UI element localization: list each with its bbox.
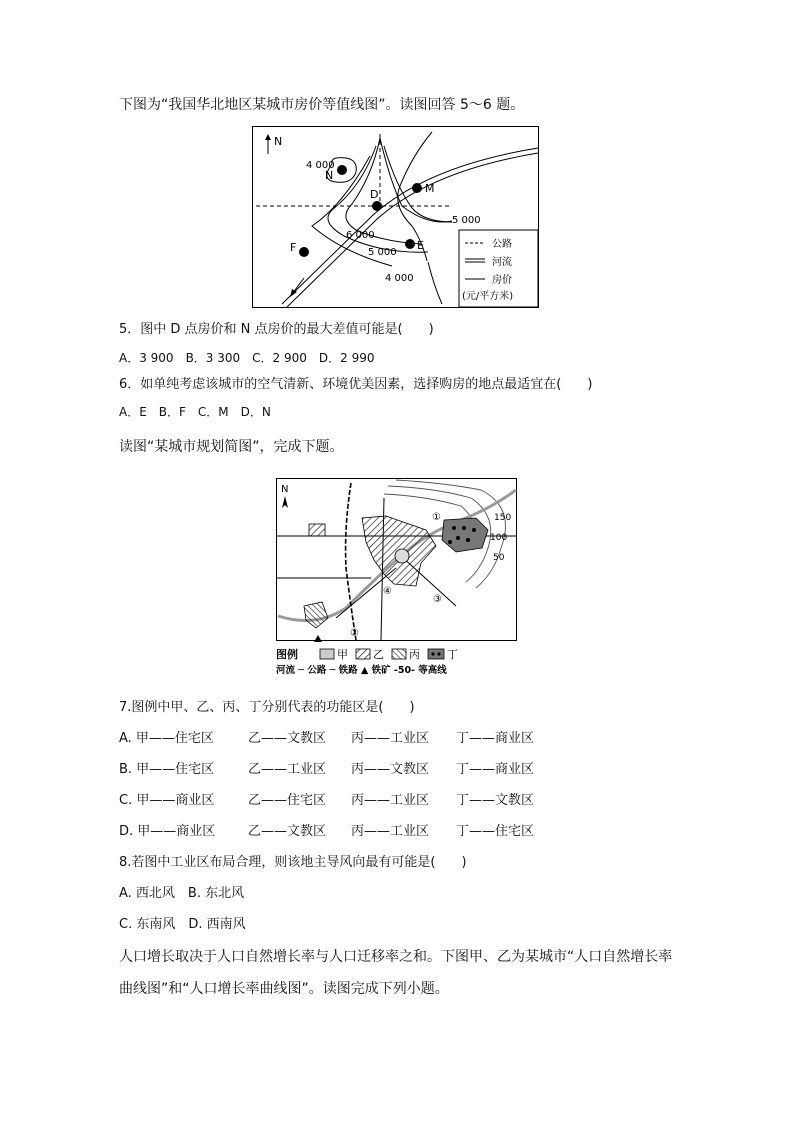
legend-river: 河流 [492,257,512,268]
zone-jia [395,549,409,563]
q7-row-a-col3: 丙——工业区 [351,731,430,746]
label-6000: 6 000 [346,230,375,241]
q7-row-d-col2: 乙——文教区 [248,824,327,839]
point-m [412,183,422,193]
north-label: N [274,135,283,148]
house-price-map [252,126,539,308]
label-m: M [425,182,435,195]
zone-yi-small [309,524,325,536]
map1-legend [459,230,538,307]
label-5000-right: 5 000 [452,215,481,226]
intro-text-1: 下图为“我国华北地区某城市房价等值线图”。读图回答 5～6 题。 [119,97,525,113]
legend-line2: 河流 ─ 公路 ─ 铁路 ▲ 铁矿 -50- 等高线 [276,665,447,676]
mark-1: ① [432,512,441,523]
legend-road: 公路 [492,239,512,250]
q7-stem: 7.图例中甲、乙、丙、丁分别代表的功能区是( ) [119,700,415,715]
q6-options: A．E B．F C．M D．N [119,405,271,419]
contour-150: 150 [494,513,512,523]
point-f [299,247,309,257]
legend-title: 图例 [276,648,298,661]
q7-row-a-col1: A. 甲——住宅区 [119,731,214,746]
legend-price: 房价 [492,275,512,286]
q7-row-b-col2: 乙——工业区 [248,762,327,777]
q7-row-b-col1: B. 甲——住宅区 [119,762,215,777]
legend-bing: 丙 [409,648,420,661]
q6-stem: 6．如单纯考虑该城市的空气清新、环境优美因素，选择购房的地点最适宜在( ) [119,377,593,392]
contour-100: 100 [490,533,508,543]
q7-row-d-col1: D. 甲——商业区 [119,824,216,839]
q7-row-c-col4: 丁——文教区 [456,793,535,808]
q7-row-d-col4: 丁——住宅区 [456,824,535,839]
map2-legend [276,647,458,676]
q8-options-1: A. 西北风 B. 东北风 [119,886,245,901]
label-5000-left: 5 000 [368,247,397,258]
map2-north-label: N [281,484,289,495]
label-4000-top: 4 000 [306,160,335,171]
q8-stem: 8.若图中工业区布局合理，则该地主导风向最有可能是( ) [119,855,467,870]
point-n [337,165,347,175]
label-d: D [370,188,379,201]
q7-row-d-col3: 丙——工业区 [351,824,430,839]
q8-options-2: C. 东南风 D. 西南风 [119,917,246,932]
q5-options: A．3 900 B．3 300 C．2 900 D．2 990 [119,351,375,365]
intro-text-3-line1: 人口增长取决于人口自然增长率与人口迁移率之和。下图甲、乙为某城市“人口自然增长率 [119,949,673,965]
legend-ding: 丁 [447,648,458,661]
city-plan-map [276,478,518,676]
q7-row-c-col3: 丙——工业区 [351,793,430,808]
label-n: N [325,169,334,182]
intro-text-3-line2: 曲线图”和“人口增长率曲线图”。读图完成下列小题。 [119,981,449,997]
label-4000-bottom: 4 000 [385,273,414,284]
q7-row-a-col2: 乙——文教区 [248,731,327,746]
mark-3: ③ [433,594,442,605]
label-e: E [417,239,424,252]
q5-stem: 5．图中 D 点房价和 N 点房价的最大差值可能是( ) [119,322,434,337]
point-e [405,239,415,249]
q7-row-c-col1: C. 甲——商业区 [119,793,215,808]
q7-row-a-col4: 丁——商业区 [456,731,535,746]
point-d [372,201,382,211]
mark-4: ④ [383,586,392,597]
mark-2: ② [350,628,359,639]
intro-text-2: 读图“某城市规划简图”，完成下题。 [119,439,344,455]
q7-row-b-col4: 丁——商业区 [456,762,535,777]
contour-50: 50 [493,553,505,563]
label-f: F [290,241,297,254]
q7-row-b-col3: 丙——文教区 [351,762,430,777]
legend-unit: (元/平方米) [462,291,514,302]
q7-row-c-col2: 乙——住宅区 [248,793,327,808]
legend-jia: 甲 [337,648,348,661]
legend-yi: 乙 [373,648,384,661]
